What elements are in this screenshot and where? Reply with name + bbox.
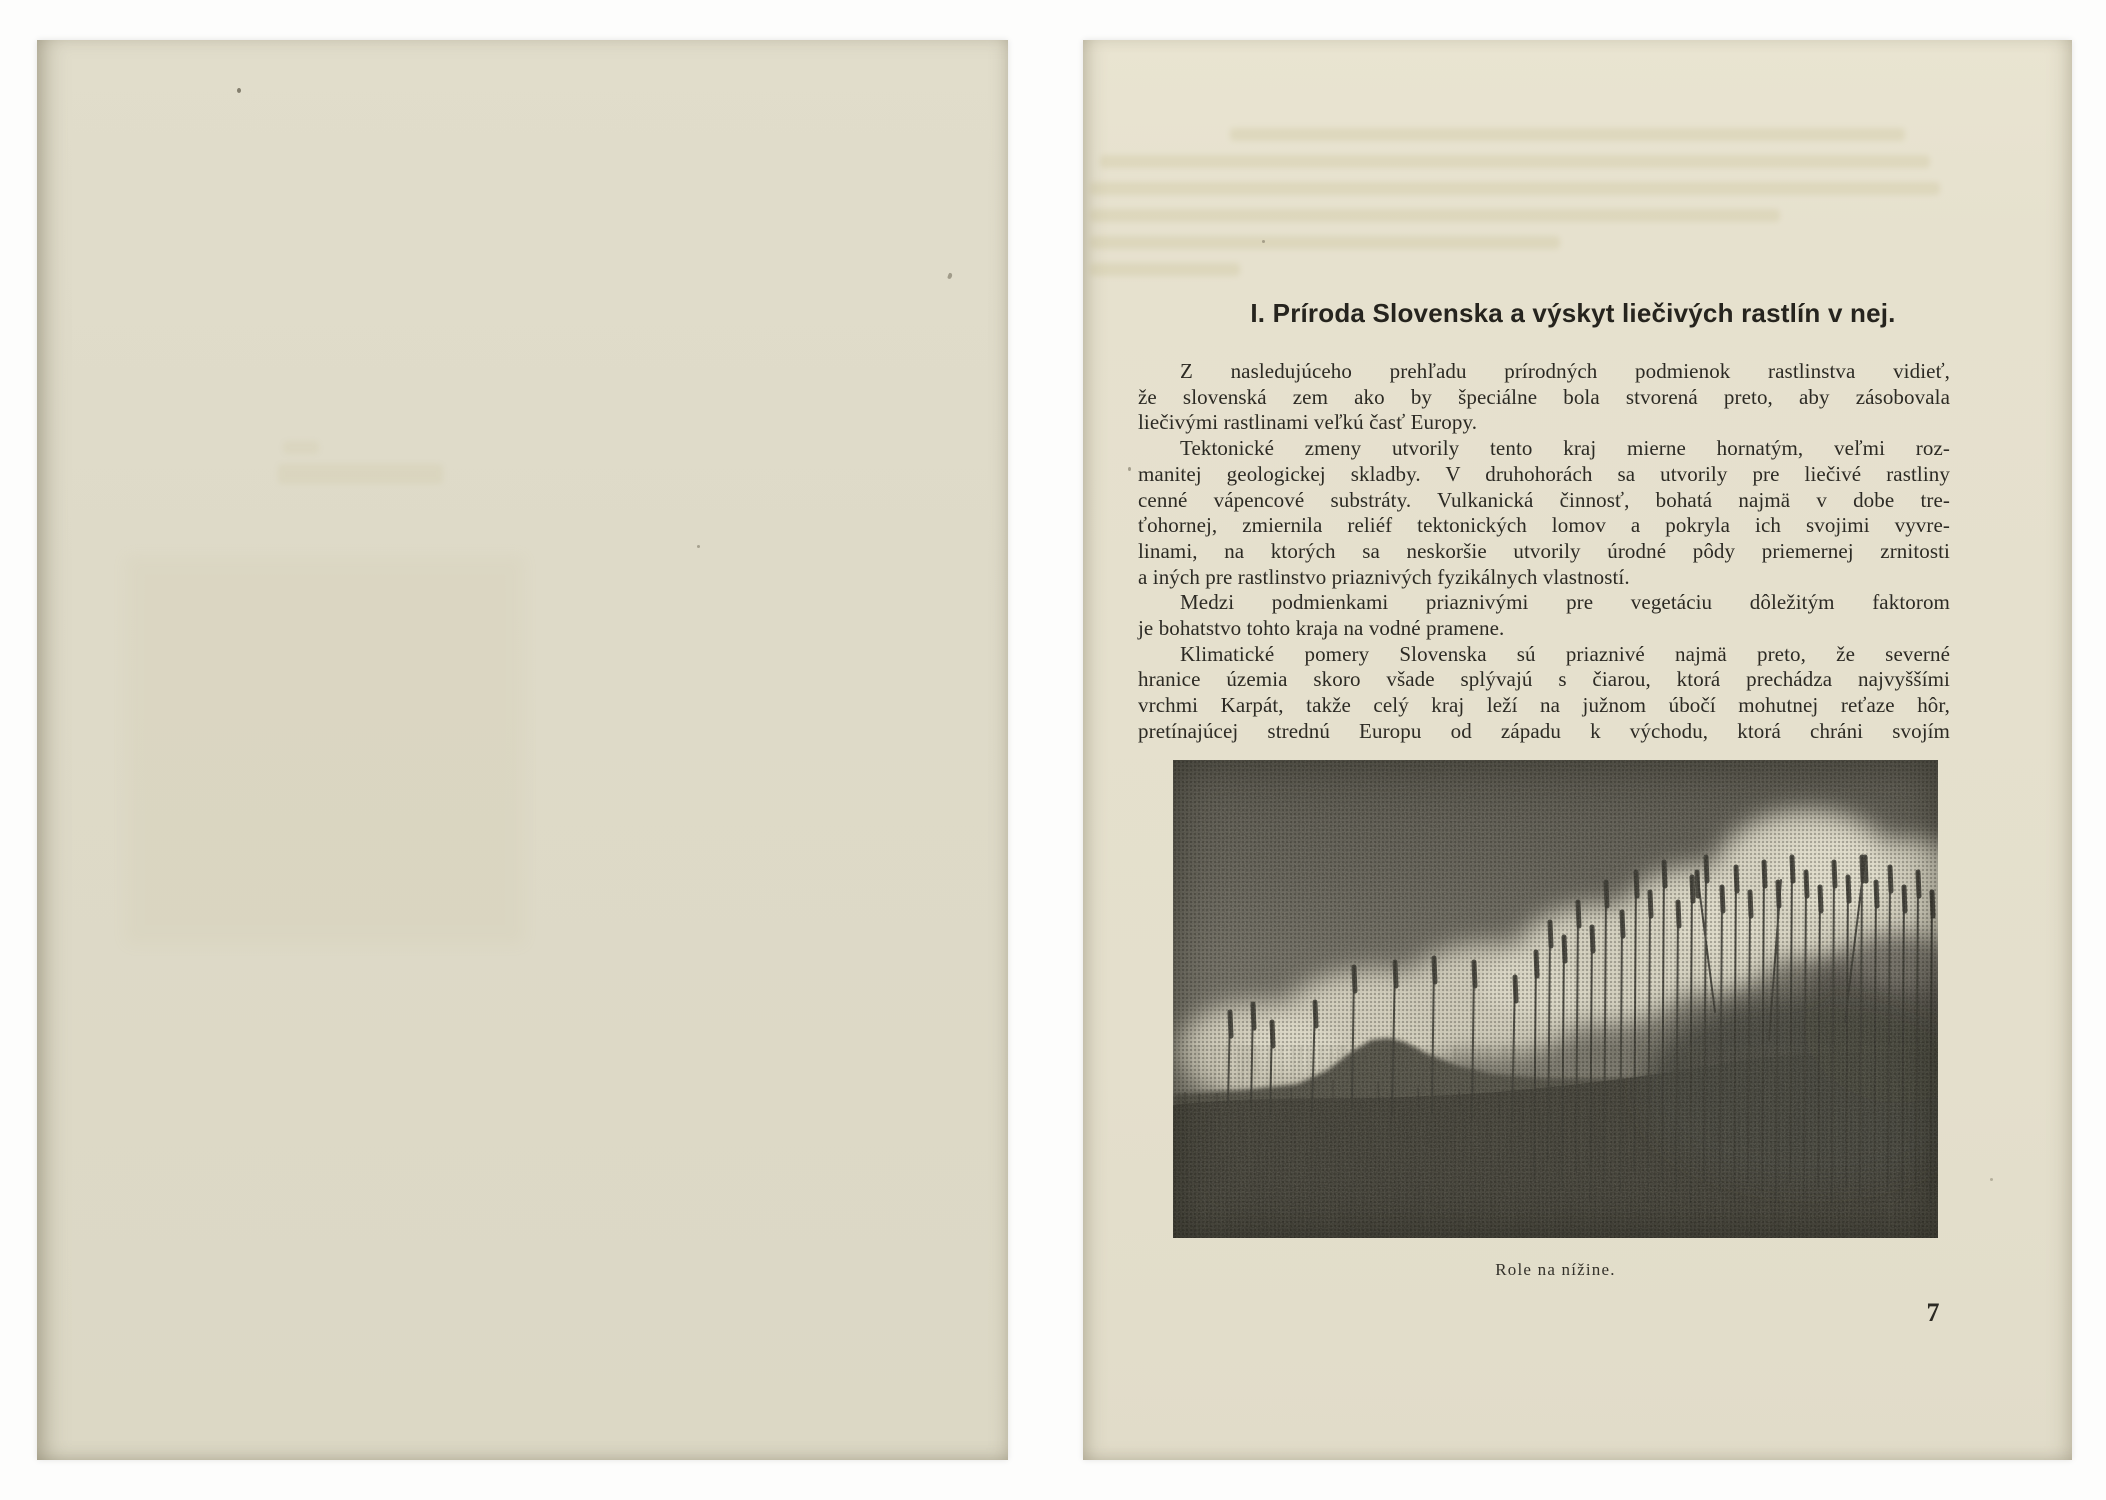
body-line: Tektonické zmeny utvorily tento kraj mierne hornatým, veľmi roz-: [1180, 436, 1950, 461]
bleedthrough-line: [1090, 263, 1240, 276]
page-number: 7: [1926, 1298, 1940, 1327]
body-line: ťohornej, zmiernila reliéf tektonických lomov a pokryla ich svojimi vyvre-: [1138, 513, 1950, 538]
body-text: [1138, 359, 1950, 745]
body-line: Klimatické pomery Slovenska sú priaznivé najmä preto, že severné: [1180, 641, 1950, 666]
dust-speck: [1128, 467, 1131, 471]
bleedthrough-line: [1090, 209, 1780, 222]
dust-speck: [947, 272, 953, 279]
bleedthrough-line: [1230, 128, 1905, 141]
body-line: cenné vápencové substráty. Vulkanická činnosť, bohatá najmä v dobe tre-: [1138, 487, 1950, 512]
dust-speck: [1990, 1178, 1993, 1181]
body-line: že slovenská zem ako by špeciálne bola stvorená preto, aby zásobovala: [1138, 384, 1950, 409]
body-line: vrchmi Karpát, takže celý kraj leží na južnom úbočí mohutnej reťaze hôr,: [1138, 693, 1950, 718]
bleedthrough-block: [125, 555, 525, 945]
left-page: [37, 40, 1008, 1460]
photo-caption: Role na nížine.: [1495, 1260, 1616, 1279]
field-photo-illustration: [1173, 760, 1938, 1238]
bleedthrough-text-smudge: [278, 464, 443, 484]
bleedthrough-line: [1090, 236, 1560, 249]
body-line: liečivými rastlinami veľkú časť Europy.: [1138, 410, 1478, 435]
body-line: linami, na ktorých sa neskoršie utvorily úrodné pôdy priemernej zrnitosti: [1138, 538, 1950, 563]
body-line: hranice územia skoro všade splývajú s čiarou, ktorá prechádza najvyššími: [1138, 667, 1950, 692]
dust-speck: [237, 88, 241, 93]
chapter-title: I. Príroda Slovenska a výskyt liečivých rastlín v nej.: [1250, 298, 1896, 328]
body-line: a iných pre rastlinstvo priaznivých fyzikálnych vlastností.: [1138, 564, 1630, 589]
dust-speck: [1262, 240, 1265, 243]
bleedthrough-text-smudge: [283, 441, 319, 454]
bleedthrough-line: [1100, 155, 1930, 168]
body-line: Z nasledujúceho prehľadu prírodných podmienok rastlinstva vidieť,: [1180, 359, 1950, 383]
body-line: manitej geologickej skladby. V druhohorách sa utvorily pre liečivé rastliny: [1138, 461, 1950, 486]
body-line: je bohatstvo tohto kraja na vodné pramene.: [1138, 616, 1505, 641]
bleedthrough-line: [1090, 182, 1940, 195]
body-line: pretínajúcej strednú Europu od západu k východu, ktorá chráni svojím: [1138, 718, 1950, 743]
body-line: Medzi podmienkami priaznivými pre vegetáciu dôležitým faktorom: [1180, 590, 1950, 615]
dust-speck: [697, 545, 700, 548]
right-page: [1083, 40, 2072, 1460]
field-photo: [1173, 760, 1938, 1238]
